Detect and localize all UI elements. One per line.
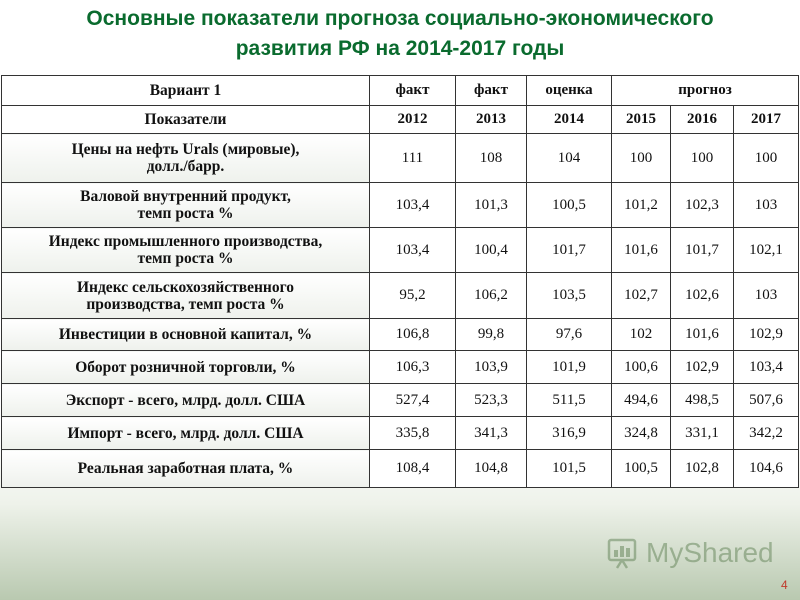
- indicator-label-line-2: долл./барр.: [146, 158, 225, 175]
- header-status-cell: оценка: [527, 76, 612, 106]
- indicator-label-line-1: Цены на нефть Urals (мировые),: [71, 141, 300, 158]
- table-row: [2, 273, 799, 319]
- indicator-label: [2, 183, 370, 228]
- value-cell: 101,3: [456, 183, 527, 228]
- value-cell: 103: [734, 273, 799, 319]
- value-cell: 106,2: [456, 273, 527, 319]
- table-row: [2, 384, 799, 417]
- table-row: [2, 351, 799, 384]
- header-year-cell: 2017: [734, 106, 799, 134]
- header-year-cell: 2013: [456, 106, 527, 134]
- indicator-label-line-2: темп роста %: [137, 250, 234, 267]
- value-cell: 101,7: [671, 228, 734, 273]
- value-cell: 101,7: [527, 228, 612, 273]
- indicator-label: [2, 450, 370, 488]
- value-cell: 103,5: [527, 273, 612, 319]
- value-cell: 101,9: [527, 351, 612, 384]
- value-cell: 511,5: [527, 384, 612, 417]
- indicator-label-line-2: темп роста %: [137, 205, 234, 222]
- value-cell: 99,8: [456, 319, 527, 351]
- value-cell: 108: [456, 134, 527, 183]
- value-cell: 101,6: [671, 319, 734, 351]
- indicator-label-line-1: Индекс промышленного производства,: [48, 233, 323, 250]
- value-cell: 100,6: [612, 351, 671, 384]
- table-row: [2, 450, 799, 488]
- table-row: [2, 319, 799, 351]
- presentation-board-icon: [606, 536, 640, 570]
- header-year-cell: 2012: [370, 106, 456, 134]
- value-cell: 106,3: [370, 351, 456, 384]
- indicator-label-line-1: Оборот розничной торговли, %: [75, 358, 296, 376]
- value-cell: 100: [734, 134, 799, 183]
- value-cell: 100,4: [456, 228, 527, 273]
- value-cell: 494,6: [612, 384, 671, 417]
- table-row: [2, 228, 799, 273]
- value-cell: 100: [612, 134, 671, 183]
- indicator-label: [2, 134, 370, 183]
- value-cell: 95,2: [370, 273, 456, 319]
- indicator-label: [2, 417, 370, 450]
- header-status-cell: факт: [456, 76, 527, 106]
- value-cell: 331,1: [671, 417, 734, 450]
- logo-text: MyShared: [646, 537, 774, 568]
- indicator-label-line-1: Импорт - всего, млрд. долл. США: [67, 424, 304, 442]
- page-number: 4: [781, 578, 788, 592]
- value-cell: 102,3: [671, 183, 734, 228]
- indicator-label-line-1: Реальная заработная плата, %: [77, 460, 294, 477]
- table-row: [2, 134, 799, 183]
- indicator-label: [2, 384, 370, 417]
- value-cell: 104,6: [734, 450, 799, 488]
- value-cell: 101,6: [612, 228, 671, 273]
- value-cell: 100,5: [612, 450, 671, 488]
- value-cell: 101,2: [612, 183, 671, 228]
- value-cell: 100: [671, 134, 734, 183]
- indicator-label-line-2: производства, темп роста %: [86, 295, 285, 313]
- value-cell: 316,9: [527, 417, 612, 450]
- value-cell: 101,5: [527, 450, 612, 488]
- value-cell: 324,8: [612, 417, 671, 450]
- slide-title: [0, 4, 800, 64]
- indicator-label-line-1: Индекс сельскохозяйственного: [76, 278, 295, 296]
- table-row: [2, 417, 799, 450]
- value-cell: 103,4: [370, 228, 456, 273]
- header-status-cell: прогноз: [612, 76, 799, 106]
- header-year-cell: 2016: [671, 106, 734, 134]
- value-cell: 335,8: [370, 417, 456, 450]
- indicator-label: [2, 319, 370, 351]
- value-cell: 102,9: [734, 319, 799, 351]
- value-cell: 102,7: [612, 273, 671, 319]
- value-cell: 97,6: [527, 319, 612, 351]
- header-row-years: [2, 106, 799, 134]
- indicator-label-line-1: Экспорт - всего, млрд. долл. США: [65, 391, 306, 409]
- value-cell: 102: [612, 319, 671, 351]
- value-cell: 104: [527, 134, 612, 183]
- value-cell: 103: [734, 183, 799, 228]
- indicator-label: [2, 273, 370, 319]
- value-cell: 104,8: [456, 450, 527, 488]
- value-cell: 102,6: [671, 273, 734, 319]
- myshared-logo: [606, 535, 774, 571]
- table-row: [2, 183, 799, 228]
- indicator-label: [2, 228, 370, 273]
- slide-title-line-1: Основные показатели прогноза социально-экономического: [86, 7, 714, 30]
- value-cell: 103,9: [456, 351, 527, 384]
- value-cell: 341,3: [456, 417, 527, 450]
- indicator-label-line-1: Инвестиции в основной капитал, %: [58, 326, 313, 343]
- value-cell: 102,8: [671, 450, 734, 488]
- value-cell: 102,9: [671, 351, 734, 384]
- indicator-label: [2, 351, 370, 384]
- slide-title-line-2: развития РФ на 2014-2017 годы: [235, 37, 565, 60]
- value-cell: 102,1: [734, 228, 799, 273]
- indicator-label-line-1: Валовой внутренний продукт,: [80, 188, 291, 205]
- value-cell: 342,2: [734, 417, 799, 450]
- value-cell: 111: [370, 134, 456, 183]
- value-cell: 108,4: [370, 450, 456, 488]
- header-status-cell: факт: [370, 76, 456, 106]
- value-cell: 527,4: [370, 384, 456, 417]
- value-cell: 103,4: [370, 183, 456, 228]
- value-cell: 507,6: [734, 384, 799, 417]
- header-year-cell: 2014: [527, 106, 612, 134]
- forecast-table: [1, 75, 799, 488]
- header-year-cell: 2015: [612, 106, 671, 134]
- header-indicators-cell: Показатели: [2, 106, 370, 134]
- value-cell: 498,5: [671, 384, 734, 417]
- value-cell: 100,5: [527, 183, 612, 228]
- header-variant-cell: Вариант 1: [2, 76, 370, 106]
- value-cell: 106,8: [370, 319, 456, 351]
- value-cell: 103,4: [734, 351, 799, 384]
- value-cell: 523,3: [456, 384, 527, 417]
- header-row-variant: [2, 76, 799, 106]
